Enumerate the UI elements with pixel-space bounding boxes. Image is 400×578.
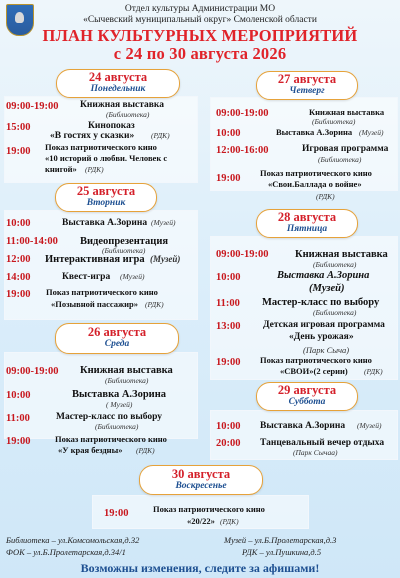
event-time: 19:00 [6,436,31,447]
address-museum: Музей – ул.Б.Пролетарская,д.3 [224,535,337,545]
org-line-1: Отдел культуры Администрации МО [124,4,276,14]
event-title: Танцевальный вечер отдыха [260,438,385,448]
event-title: Книжная выставка [80,100,164,110]
event-venue: (Библиотека) [106,110,150,119]
day-pill-aug26: 26 августа Среда [55,323,179,354]
event-title: Интерактивная игра [45,254,145,265]
event-venue: (Библиотека) [313,308,357,317]
event-title: Кинопоказ [88,121,135,131]
event-time: 20:00 [216,438,241,449]
event-title: Выставка А.Зорина [72,389,167,400]
event-title: Выставка А.Зорина [260,421,346,431]
event-title: Книжная выставка [309,107,385,117]
address-library: Библиотека – ул.Комсомольская,д.32 [6,535,140,545]
event-subtitle: «Позывной пассажир» [51,299,139,309]
event-title: Квест-игра [62,272,111,282]
event-venue: (Библиотека) [105,376,149,385]
event-title: Показ патриотического кино [46,287,158,297]
event-venue: (РДК) [364,367,383,376]
event-time: 09:00-19:00 [6,101,59,112]
address-rdk: РДК – ул.Пушкина,д.5 [242,547,322,557]
event-time: 09:00-19:00 [216,249,269,260]
event-subtitle: «День урожая» [289,332,354,342]
event-venue: (Музей) [150,254,181,264]
event-time: 10:00 [6,390,31,401]
page-title: ПЛАН КУЛЬТУРНЫХ МЕРОПРИЯТИЙ [42,26,358,45]
event-time: 19:00 [104,508,129,519]
event-time: 10:00 [216,272,241,283]
event-venue: (Библиотека) [95,422,139,431]
event-subtitle: «20/22» [187,516,215,526]
event-time: 19:00 [216,357,241,368]
event-time: 19:00 [6,289,31,300]
event-venue: (РДК) [85,165,104,174]
event-time: 19:00 [216,173,241,184]
event-venue: (РДК) [136,446,155,455]
event-title: Показ патриотического кино [260,355,372,365]
day-pill-aug27: 27 августа Четверг [256,71,358,100]
event-title: Показ патриотического кино [55,434,167,444]
event-venue: (Библиотека) [313,260,357,269]
event-title: Показ патриотического кино [260,168,372,178]
day-pill-aug24: 24 августа Понедельник [56,69,180,98]
event-title: Выставка А.Зорина [277,270,370,281]
event-subtitle: «Свои.Баллада о войне» [268,179,362,189]
day-pill-aug28: 28 августа Пятница [256,209,358,238]
event-title: Мастер-класс по выбору [56,412,163,422]
event-title: Показ патриотического кино [45,142,157,152]
event-title: Мастер-класс по выбору [262,297,380,308]
event-subtitle: книгой» [45,164,77,174]
org-line-2: «Сычевский муниципальный округ» Смоленской области [83,15,317,25]
event-title: Выставка А.Зорина [276,127,353,137]
event-venue: (Библиотека) [102,246,146,255]
event-time: 12:00-16:00 [216,145,269,156]
event-venue: (Музей) [357,421,382,430]
event-venue: (Парк Сычаа) [293,448,338,457]
event-subtitle: «В гостях у сказки» [50,131,135,141]
event-time: 11:00 [216,298,240,309]
event-venue: (Парк Сыча) [303,345,350,355]
event-title: Выставка А.Зорина [62,218,148,228]
event-venue: (Музей) [151,218,176,227]
event-venue: (РДК) [145,300,164,309]
event-venue: ( Музей) [106,400,133,409]
event-time: 09:00-19:00 [6,366,59,377]
event-venue: (РДК) [151,131,170,140]
event-subtitle: «СВОИ»(2 серии) [280,366,348,376]
event-time: 11:00-14:00 [6,236,58,247]
event-time: 10:00 [216,421,241,432]
event-time: 15:00 [6,122,31,133]
event-title: Детская игровая программа [263,320,385,330]
event-time: 13:00 [216,321,241,332]
event-time: 10:00 [6,218,31,229]
day-pill-aug25: 25 августа Вторник [55,183,157,212]
event-venue: (Музей) [359,128,384,137]
event-venue: (Библиотека) [312,117,356,126]
event-title: Книжная выставка [295,249,388,260]
event-time: 11:00 [6,413,30,424]
day-pill-aug30: 30 августа Воскресенье [139,465,263,495]
event-time: 09:00-19:00 [216,108,269,119]
event-venue: (РДК) [316,192,335,201]
event-subtitle: «У края бездны» [58,445,123,455]
event-time: 10:00 [216,128,241,139]
event-time: 19:00 [6,146,31,157]
footer-notice: Возможны изменения, следите за афишами! [80,561,320,575]
event-venue: (Библиотека) [318,155,362,164]
event-venue: (Музей) [120,272,145,281]
event-title: Книжная выставка [80,365,173,376]
event-subtitle: «10 историй о любви. Человек с [45,153,168,163]
day-pill-aug29: 29 августа Суббота [256,382,358,411]
page-subtitle: с 24 по 30 августа 2026 [113,44,287,63]
event-title: Видеопрезентация [80,236,169,247]
event-venue: (РДК) [220,517,239,526]
address-fok: ФОК – ул.Б.Пролетарская,д.34/1 [6,547,126,557]
event-subtitle: (Музей) [309,283,345,294]
event-title: Показ патриотического кино [153,504,265,514]
event-time: 12:00 [6,254,31,265]
event-title: Игровая программа [302,144,389,154]
event-time: 14:00 [6,272,31,283]
